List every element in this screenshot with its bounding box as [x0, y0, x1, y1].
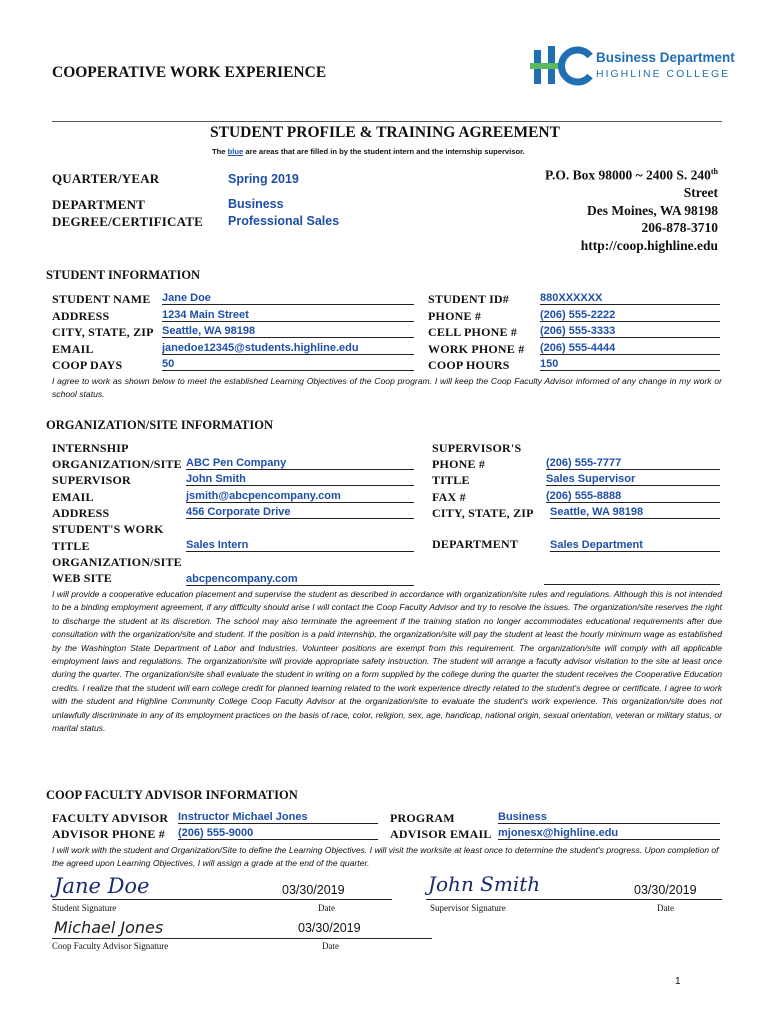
college-logo — [530, 42, 735, 90]
department-label: DEPARTMENT — [52, 197, 146, 212]
supervisor-label: SUPERVISOR — [52, 473, 131, 487]
faculty-advisor-label: FACULTY ADVISOR — [52, 811, 169, 825]
student-section-title: STUDENT INFORMATION — [46, 268, 201, 282]
advisor-phone-value[interactable]: (206) 555-9000 — [178, 827, 378, 840]
address-line-4: 206-878-3710 — [641, 220, 718, 235]
internship-org-value[interactable]: ABC Pen Company — [186, 457, 414, 470]
supervisor-date-caption: Date — [657, 903, 674, 913]
logo-department-text: Business Department — [596, 50, 735, 65]
supervisor-signature-line — [426, 899, 722, 900]
org-address-label: ADDRESS — [52, 506, 110, 520]
org-department-label: DEPARTMENT — [432, 537, 519, 551]
org-department-value[interactable]: Sales Department — [550, 539, 720, 552]
advisor-email-label: ADVISOR EMAIL — [390, 827, 492, 841]
address-line-3: Des Moines, WA 98198 — [586, 202, 718, 218]
student-signature-line — [52, 899, 392, 900]
website-label-2: WEB SITE — [52, 571, 112, 585]
subtitle-pre: The — [212, 147, 226, 156]
student-signature[interactable]: Jane Doe — [54, 874, 150, 898]
work-phone-label: WORK PHONE # — [428, 342, 525, 356]
org-section-title: ORGANIZATION/SITE INFORMATION — [46, 418, 273, 432]
sup-phone-value[interactable]: (206) 555-7777 — [546, 457, 720, 470]
advisor-signature[interactable]: Michael Jones — [54, 918, 164, 937]
department-value[interactable]: Business — [228, 197, 284, 211]
student-date[interactable]: 03/30/2019 — [282, 883, 345, 897]
student-name-label: STUDENT NAME — [52, 292, 151, 306]
coop-days-label: COOP DAYS — [52, 358, 123, 372]
quarter-label: QUARTER/YEAR — [52, 171, 160, 186]
address-line-5[interactable]: http://coop.highline.edu — [580, 237, 718, 253]
sup-phone-label-2: PHONE # — [432, 457, 486, 471]
website-value[interactable]: abcpencompany.com — [186, 573, 414, 586]
org-city-value[interactable]: Seattle, WA 98198 — [550, 506, 720, 519]
fax-label: FAX # — [432, 490, 466, 504]
address-sup: th — [710, 167, 718, 176]
org-email-label: EMAIL — [52, 490, 94, 504]
supervisor-value[interactable]: John Smith — [186, 473, 414, 486]
org-address-value[interactable]: 456 Corporate Drive — [186, 506, 414, 519]
coop-hours-value[interactable]: 150 — [540, 358, 720, 371]
student-address-value[interactable]: 1234 Main Street — [162, 309, 414, 322]
page-number: 1 — [675, 976, 681, 987]
phone-value[interactable]: (206) 555-2222 — [540, 309, 720, 322]
supervisor-signature-caption: Supervisor Signature — [430, 903, 506, 913]
work-title-value[interactable]: Sales Intern — [186, 539, 414, 552]
supervisor-date[interactable]: 03/30/2019 — [634, 883, 697, 897]
fax-value[interactable]: (206) 555-8888 — [546, 490, 720, 503]
address-line-1: P.O. Box 98000 ~ 2400 S. 240 — [544, 167, 711, 183]
cell-phone-label: CELL PHONE # — [428, 325, 518, 339]
form-main-title: STUDENT PROFILE & TRAINING AGREEMENT — [210, 124, 560, 141]
quarter-value[interactable]: Spring 2019 — [228, 172, 299, 186]
hc-logo-icon — [530, 44, 594, 88]
advisor-date-caption: Date — [322, 941, 339, 951]
work-title-label-1: STUDENT'S WORK — [52, 522, 164, 536]
student-name-value[interactable]: Jane Doe — [162, 292, 414, 305]
subtitle-blue-word: blue — [227, 147, 244, 156]
student-signature-caption: Student Signature — [52, 903, 117, 913]
student-email-value[interactable]: janedoe12345@students.highline.edu — [162, 342, 414, 355]
work-phone-value[interactable]: (206) 555-4444 — [540, 342, 720, 355]
phone-label: PHONE # — [428, 309, 482, 323]
college-address — [545, 163, 718, 254]
advisor-signature-caption: Coop Faculty Advisor Signature — [52, 941, 169, 951]
website-label-1: ORGANIZATION/SITE — [52, 555, 182, 569]
org-email-value[interactable]: jsmith@abcpencompany.com — [186, 490, 414, 503]
subtitle-post: are areas that are filled in by the student intern and the internship supervisor. — [245, 147, 525, 156]
sup-title-value[interactable]: Sales Supervisor — [546, 473, 720, 486]
degree-label: DEGREE/CERTIFICATE — [52, 214, 203, 229]
sup-phone-label-1: SUPERVISOR'S — [432, 441, 522, 455]
student-id-label: STUDENT ID# — [428, 292, 510, 306]
advisor-email-value[interactable]: mjonesx@highline.edu — [498, 827, 720, 840]
advisor-date[interactable]: 03/30/2019 — [298, 921, 361, 935]
student-address-label: ADDRESS — [52, 309, 110, 323]
sup-title-label: TITLE — [432, 473, 470, 487]
coop-days-value[interactable]: 50 — [162, 358, 414, 371]
org-blank-line — [544, 584, 720, 585]
logo-college-text: HIGHLINE COLLEGE — [596, 68, 731, 80]
supervisor-signature[interactable]: John Smith — [428, 872, 541, 896]
student-agreement-text: I agree to work as shown below to meet the established Learning Objectives of the Coop program. I will keep the Coop Faculty Advisor informed of any change in my work or school status. — [52, 376, 722, 400]
program-label: PROGRAM — [390, 811, 455, 825]
student-email-label: EMAIL — [52, 342, 94, 356]
advisor-section-title: COOP FACULTY ADVISOR INFORMATION — [46, 788, 298, 802]
address-line-2: Street — [683, 185, 718, 200]
faculty-advisor-value[interactable]: Instructor Michael Jones — [178, 811, 378, 824]
advisor-signature-line — [52, 938, 432, 939]
degree-value[interactable]: Professional Sales — [228, 214, 340, 228]
student-city-label: CITY, STATE, ZIP — [52, 325, 154, 339]
internship-label-1: INTERNSHIP — [52, 441, 129, 455]
header-divider — [52, 121, 722, 122]
advisor-agreement-text: I will work with the student and Organization/Site to define the Learning Objectives. I will visit the worksite at least once to determine the student's progress. Upon completion of the agreed upon Learning Objectives, I will assign a grade at the end of the quarter. — [52, 845, 719, 869]
advisor-phone-label: ADVISOR PHONE # — [52, 827, 166, 841]
student-city-value[interactable]: Seattle, WA 98198 — [162, 325, 414, 338]
work-title-label-2: TITLE — [52, 539, 90, 553]
document-title: COOPERATIVE WORK EXPERIENCE — [52, 64, 327, 81]
student-id-value[interactable]: 880XXXXXX — [540, 292, 720, 305]
program-value[interactable]: Business — [498, 811, 720, 824]
cell-phone-value[interactable]: (206) 555-3333 — [540, 325, 720, 338]
coop-hours-label: COOP HOURS — [428, 358, 510, 372]
org-agreement-text: I will provide a cooperative education placement and supervise the student as described in accordance with organization/site rules and regulations. Although this is not intended to be a binding employment agreement, if any difficulty should arise I will contact the Coop Faculty Advisor and try to resolve the issues. The organization/site reserves the right to discharge the student at its discretion. The school may also terminate the agreement if the training station no longer accommodates educational requirements after due consultation with the organization/site and student. If the position is a paid internship, the organization/site will pay the student at least the hourly minimum wage as established by the Washington State Department of Labor and Industries. Volunteer positions are exempt from this requirement. The organization/site will comply with all applicable employment laws and regulations. The organization/site will provide appropriate safety instruction. The student will arrange a faculty advisor visitation to the site at least once during the quarter. The organization/site shall evaluate the student in writing on a form supplied by the college during the quarter the student receives the Cooperative Education credits. I realize that the student will earn college credit for planned learning related to the work experience directly related to the student's degree or certificate. I agree to work with the student and Highline Community College Coop Faculty Advisor at the organization/site to evaluate the student's work experience. This organization/site does not unlawfully discriminate in any of its employment practices on the basis of race, color, religion, sex, age, handicap, national origin, sexual orientation, veteran or military status, or marital status. — [52, 589, 722, 734]
org-city-label: CITY, STATE, ZIP — [432, 506, 534, 520]
student-date-caption: Date — [318, 903, 335, 913]
internship-label-2: ORGANIZATION/SITE — [52, 457, 182, 471]
form-subtitle — [212, 147, 525, 156]
